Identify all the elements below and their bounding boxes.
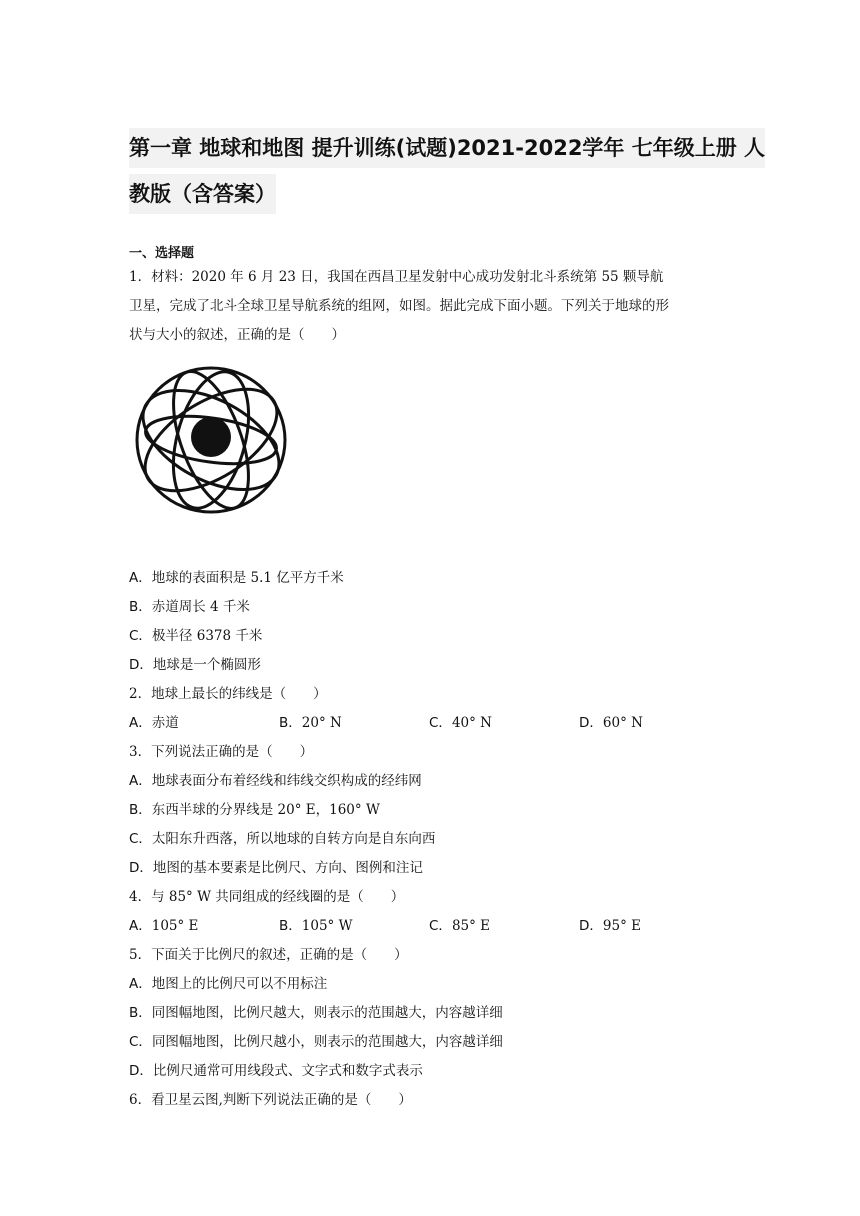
title-line-2: 教版（含答案） [129,174,276,214]
q1-option-d[interactable]: D．地球是一个椭圆形 [129,657,261,673]
title-line-1: 第一章 地球和地图 提升训练(试题)2021-2022学年 七年级上册 人 [129,128,765,168]
question-5-stem: 5．下面关于比例尺的叙述，正确的是（ ） [129,947,408,963]
q4-option-d[interactable]: D．95° E [579,918,641,934]
question-3-stem: 3．下列说法正确的是（ ） [129,744,314,760]
q1-option-a[interactable]: A．地球的表面积是 5.1 亿平方千米 [129,570,344,586]
section-heading: 一、选择题 [129,246,195,261]
q5-option-b[interactable]: B．同图幅地图，比例尺越大，则表示的范围越大，内容越详细 [129,1005,503,1021]
question-1-line: 1．材料：2020 年 6 月 23 日，我国在西昌卫星发射中心成功发射北斗系统第 55 颗导航 [129,269,664,285]
q3-option-a[interactable]: A．地球表面分布着经线和纬线交织构成的经纬网 [129,773,422,789]
question-1-line: 状与大小的叙述，正确的是（ ） [129,327,345,343]
question-4-stem: 4．与 85° W 共同组成的经线圈的是（ ） [129,889,405,905]
q4-option-a[interactable]: A．105° E [129,918,199,934]
q2-option-a[interactable]: A．赤道 [129,715,179,731]
q3-option-d[interactable]: D．地图的基本要素是比例尺、方向、图例和注记 [129,860,423,876]
q1-option-b[interactable]: B．赤道周长 4 千米 [129,599,250,615]
q3-option-c[interactable]: C．太阳东升西落，所以地球的自转方向是自东向西 [129,831,436,847]
q2-option-c[interactable]: C．40° N [429,715,492,731]
q1-option-c[interactable]: C．极半径 6378 千米 [129,628,263,644]
q4-options [129,914,729,934]
q2-option-d[interactable]: D．60° N [579,715,643,731]
q3-option-b[interactable]: B．东西半球的分界线是 20° E，160° W [129,802,380,818]
q5-option-a[interactable]: A．地图上的比例尺可以不用标注 [129,976,328,992]
document-title [129,128,766,214]
question-1-line: 卫星，完成了北斗全球卫星导航系统的组网，如图。据此完成下面小题。下列关于地球的形 [129,298,669,314]
earth-icon [191,417,231,457]
q4-option-c[interactable]: C．85° E [429,918,491,934]
q2-options [129,711,729,731]
question-2-stem: 2．地球上最长的纬线是（ ） [129,686,327,702]
question-6-stem: 6．看卫星云图,判断下列说法正确的是（ ） [129,1092,412,1108]
q5-option-c[interactable]: C．同图幅地图，比例尺越小，则表示的范围越大，内容越详细 [129,1034,503,1050]
q2-option-b[interactable]: B．20° N [279,715,342,731]
beidou-constellation-figure [131,360,291,520]
question-1 [129,263,669,350]
q5-option-d[interactable]: D．比例尺通常可用线段式、文字式和数字式表示 [129,1063,423,1079]
q4-option-b[interactable]: B．105° W [279,918,353,934]
